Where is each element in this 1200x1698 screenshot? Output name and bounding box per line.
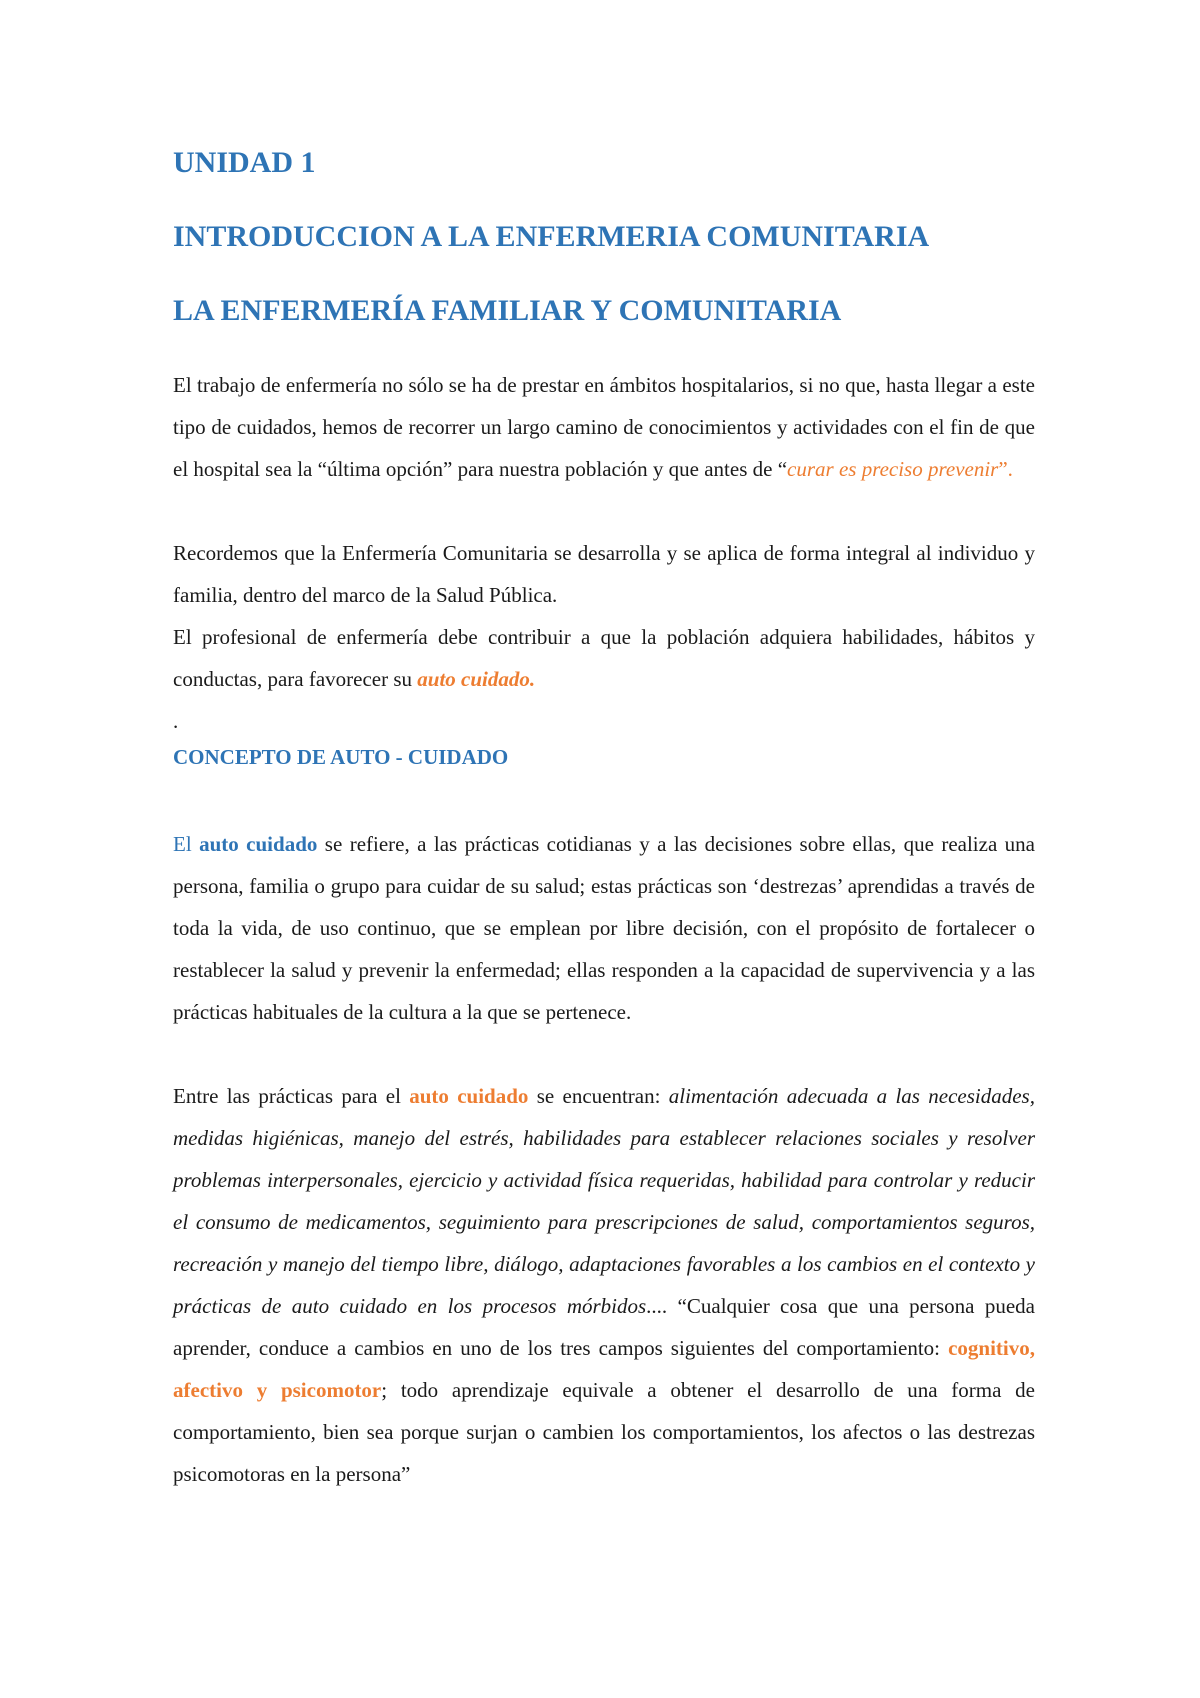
behavior-fields: cognitivo, afectivo y psicomotor — [173, 1336, 1035, 1402]
paragraph-community-nursing: Recordemos que la Enfermería Comunitaria se desarrolla y se aplica de forma integral al individuo y familia, dentro del marco de la Salud Pública. — [173, 541, 1035, 607]
practices-list: alimentación adecuada a las necesidades, medidas higiénicas, manejo del estrés, habilidades para establecer relaciones sociales y resolver problemas interpersonales, ejercicio y actividad física requeridas, habilidad para controlar y reducir el consumo de medicamentos, seguimiento para prescripciones de salud, comportamientos seguros, recreación y manejo del tiempo libre, diálogo, adaptaciones favorables a los cambios en el contexto y prácticas de auto cuidado en los procesos mórbidos — [173, 1084, 1035, 1318]
paragraph-intro — [173, 364, 1035, 490]
paragraph-self-care-definition — [173, 823, 1035, 1033]
behavior-quote-end: ; todo aprendizaje equivale a obtener el desarrollo de una forma de comportamiento, bien sea porque surjan o cambien los comportamientos, los afectos o las destrezas psicomotoras en la persona” — [173, 1378, 1035, 1486]
paragraph-professional — [173, 616, 1035, 700]
intro-heading: INTRODUCCION A LA ENFERMERIA COMUNITARIA — [173, 220, 930, 253]
concept-heading: CONCEPTO DE AUTO - CUIDADO — [173, 745, 509, 769]
behavior-quote: .... “Cualquier cosa que una persona pueda aprender, conduce a cambios en uno de los tres campos siguientes del comportamiento: — [173, 1294, 1035, 1360]
self-care-term: auto cuidado — [199, 832, 318, 856]
paragraph-self-care-practices — [173, 1075, 1035, 1495]
prevention-quote: curar es preciso prevenir — [787, 457, 999, 481]
definition-text: se refiere, a las prácticas cotidianas y a las decisiones sobre ellas, que realiza una persona, familia o grupo para cuidar de su salud; estas prácticas son ‘destrezas’ aprendidas a través de toda la vida, de uso continuo, que se emplean por libre decisión, con el propósito de fortalecer o restablecer la salud y prevenir la enfermedad; ellas responden a la capacidad de supervivencia y a las prácticas habituales de la cultura a la que se pertenece. — [173, 832, 1036, 1024]
paragraph-professional-text: El profesional de enfermería debe contribuir a que la población adquiera habilidades, hábitos y conductas, para favorecer su — [173, 625, 1035, 691]
practices-intro: se encuentran: — [528, 1084, 669, 1108]
self-care-highlight: auto cuidado. — [417, 667, 536, 691]
self-care-term-2: auto cuidado — [409, 1084, 529, 1108]
practices-lead: Entre las prácticas para el — [173, 1084, 410, 1108]
definition-lead: El — [173, 832, 200, 856]
separator-dot: . — [173, 709, 179, 733]
paragraph-intro-text: El trabajo de enfermería no sólo se ha de prestar en ámbitos hospitalarios, si no que, hasta llegar a este tipo de cuidados, hemos de recorrer un largo camino de conocimientos y actividades con el fin de que el hospital sea la “última opción” para nuestra población y que antes de “ — [173, 373, 1035, 481]
section-heading: LA ENFERMERÍA FAMILIAR Y COMUNITARIA — [173, 294, 842, 327]
unit-heading: UNIDAD 1 — [173, 146, 316, 179]
prevention-quote-end: ”. — [998, 457, 1013, 481]
